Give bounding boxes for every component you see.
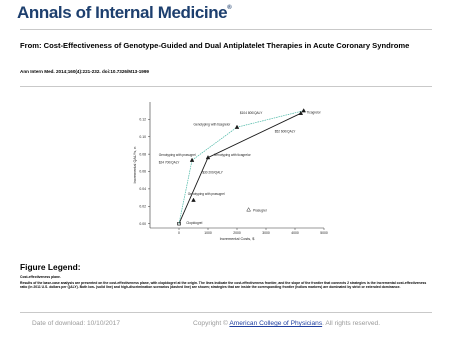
chart-annotation: Genotyping with prasugrel	[187, 191, 225, 196]
x-tick-label: 3000	[262, 231, 270, 235]
figure-legend-text: Results of the base-case analysis are presented on the cost-effectiveness plane, with clopidogrel at the origin. The lines indicate the cost-effectiveness frontier, and the slope of the frontier that connects 2 strategies is the incremental cost-effectiveness ratio (in 2011 U.S. dollars per QALY). Both low- (solid line) and high-discrimination scenarios (dashed line) are shown; strategies that are inside the corresponding frontier (hollow markers) are dominated by strict or extended dominance.	[20, 281, 427, 290]
header-divider	[20, 29, 432, 30]
cost-effectiveness-chart	[118, 92, 338, 242]
figure-legend-subtitle: Cost-effectiveness plane.	[20, 275, 61, 279]
copyright-rights: . All rights reserved.	[322, 320, 381, 327]
citation-divider	[20, 86, 432, 87]
download-date-value: 10/10/2017	[87, 320, 121, 327]
chart-annotation: Ticagrelor	[306, 110, 321, 115]
x-tick-label: 0	[178, 231, 180, 235]
article-title: From: Cost-Effectiveness of Genotype-Guided and Dual Antiplatelet Therapies in Acute Coronary Syndrome	[20, 41, 410, 50]
y-tick-label: 0.00	[139, 221, 146, 226]
data-point	[190, 158, 194, 162]
journal-name: Annals of Internal Medicine	[17, 3, 228, 22]
y-tick-label: 0.04	[139, 187, 146, 192]
chart-annotation: $104 800/QALY	[239, 111, 263, 116]
figure-legend-title: Figure Legend:	[20, 262, 81, 272]
copyright	[193, 320, 380, 327]
trademark-symbol: ®	[227, 5, 232, 11]
y-axis-label: Incremental QALYs, n	[133, 146, 137, 184]
publisher-link[interactable]: American College of Physicians	[229, 320, 323, 327]
article-citation: Ann Intern Med. 2014;160(4):221-232. doi:10.7326/M13-1999	[20, 69, 149, 74]
dominated-point	[247, 208, 251, 212]
chart-annotation: Prasugrel	[252, 208, 267, 213]
y-tick-label: 0.08	[139, 152, 146, 157]
chart-annotation: $24 700/QALY	[158, 160, 180, 165]
y-tick-label: 0.12	[139, 117, 146, 122]
chart-annotation: Genotyping with ticagrelor	[213, 152, 251, 157]
data-point	[302, 109, 306, 113]
chart-annotation: Genotyping with ticagrelor	[193, 122, 231, 127]
y-tick-label: 0.02	[139, 204, 146, 209]
y-tick-label: 0.10	[139, 134, 146, 139]
series-line-dashed	[179, 111, 304, 224]
download-date	[32, 320, 120, 327]
copyright-prefix: Copyright ©	[193, 320, 228, 327]
chart-annotation: $30 200/QALY	[202, 170, 223, 175]
x-tick-label: 1000	[204, 231, 212, 235]
chart-annotation: $52 600/QALY	[274, 129, 296, 134]
x-tick-label: 5000	[320, 231, 328, 235]
x-tick-label: 2000	[233, 231, 241, 235]
dominated-point	[192, 198, 196, 202]
y-tick-label: 0.06	[139, 169, 146, 174]
x-tick-label: 4000	[291, 231, 299, 235]
data-point	[235, 125, 239, 129]
footer-divider	[20, 312, 432, 313]
download-date-label: Date of download:	[32, 320, 86, 327]
chart-annotation: Genotyping with prasugrel	[158, 152, 196, 157]
journal-logo	[17, 3, 231, 23]
x-axis-label: Incremental Costs, $	[219, 237, 255, 241]
chart-annotation: Clopidogrel	[186, 221, 203, 226]
